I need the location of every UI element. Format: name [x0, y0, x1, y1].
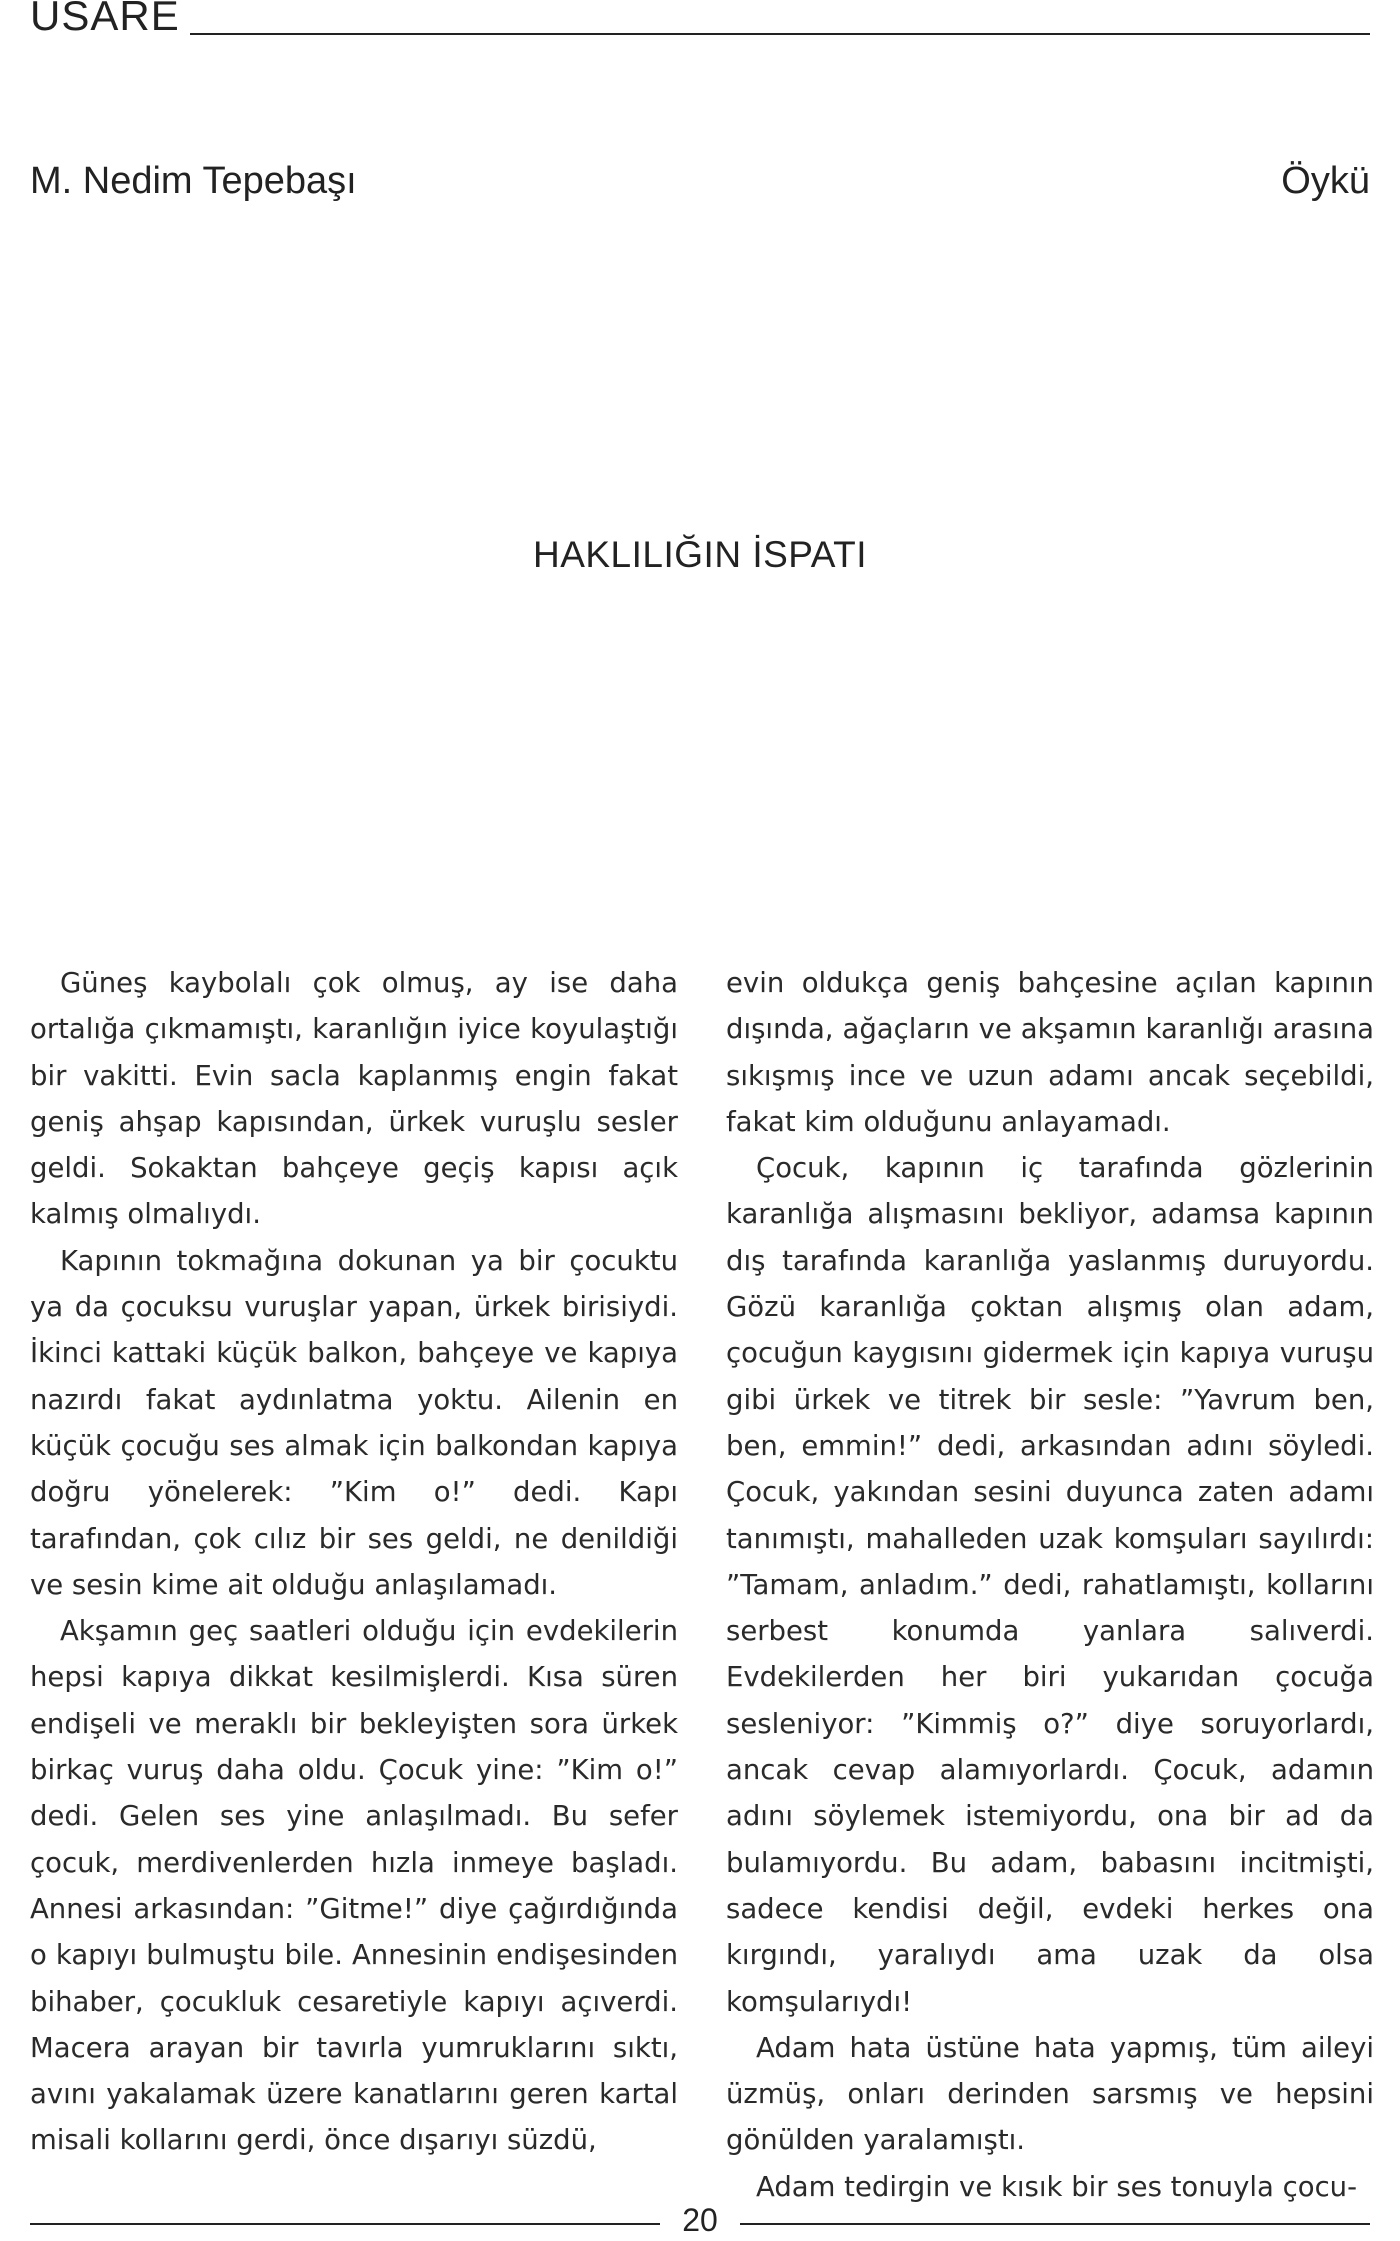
running-header: [30, 0, 1370, 40]
paragraph: evin oldukça geniş bahçesine açılan kapının dışında, ağaçların ve akşamın karanlığı arasına sıkışmış ince ve uzun adamı ancak seçebildi, fakat kim olduğunu anlayamadı.: [726, 967, 1374, 1138]
paragraph: Kapının tokmağına dokunan ya bir çocuktu ya da çocuksu vuruşlar yapan, ürkek birisiydi. İkinci kattaki küçük balkon, bahçeye ve kapıya nazırdı fakat aydınlatma yoktu. Ailenin en küçük çocuğu ses almak için balkondan kapıya doğru yönelerek: ”Kim o!” dedi. Kapı tarafından, çok cılız bir ses geldi, ne denildiği ve sesin kime ait olduğu anlaşılamadı.: [30, 1244, 678, 1601]
page-number: 20: [682, 2202, 718, 2238]
header-rule: [190, 33, 1370, 35]
page-footer: [30, 2202, 1370, 2238]
story-title: HAKLILIĞIN İSPATI: [532, 534, 868, 575]
author-name: M. Nedim Tepebaşı: [30, 160, 357, 202]
magazine-name: USARE: [30, 0, 180, 39]
paragraph: Adam hata üstüne hata yapmış, tüm aileyi üzmüş, onları derinden sarsmış ve hepsini gönülden yaralamıştı.: [726, 2031, 1374, 2157]
paragraph: Çocuk, kapının iç tarafında gözlerinin karanlığa alışmasını bekliyor, adamsa kapının dış tarafında karanlığa yaslanmış duruyordu. Gözü karanlığa çoktan alışmış olan adam, çocuğun kaygısını gidermek için kapıya vuruşu gibi ürkek ve titrek bir sesle: ”Yavrum ben, ben, emmin!” dedi, arkasından adını söyledi. Çocuk, yakından sesini duyunca zaten adamı tanımıştı, mahalleden uzak komşuları sayılırdı: ”Tamam, anladım.” dedi, rahatlamıştı, kollarını serbest konumda yanlara salıverdi. Evdekilerden her biri yukarıdan çocuğa sesleniyor: ”Kimmiş o?” diye soruyorlardı, ancak cevap alamıyorlardı. Çocuk, adamın adını söylemek istemiyordu, ona bir ad da bulamıyordu. Bu adam, babasını incitmişti, sadece kendisi değil, evdeki herkes ona kırgındı, yaralıydı ama uzak da olsa komşularıydı!: [726, 1152, 1374, 2018]
paragraph: Güneş kaybolalı çok olmuş, ay ise daha ortalığa çıkmamıştı, karanlığın iyice koyulaştığı bir vakitti. Evin sacla kaplanmış engin fakat geniş ahşap kapısından, ürkek vuruşlu sesler geldi. Sokaktan bahçeye geçiş kapısı açık kalmış olmalıydı.: [30, 967, 678, 1231]
right-column: [726, 960, 1374, 2210]
paragraph: Adam tedirgin ve kısık bir ses tonuyla çocu-: [756, 2170, 1358, 2203]
genre-label: Öykü: [1281, 160, 1370, 202]
left-column: [30, 960, 678, 2164]
paragraph: Akşamın geç saatleri olduğu için evdekilerin hepsi kapıya dikkat kesilmişlerdi. Kısa süren endişeli ve meraklı bir bekleyişten sora ürkek birkaç vuruş daha oldu. Çocuk yine: ”Kim o!” dedi. Gelen ses yine anlaşılmadı. Bu sefer çocuk, merdivenlerden hızla inmeye başladı. Annesi arkasından: ”Gitme!” diye çağırdığında o kapıyı bulmuştu bile. Annesinin endişesinden bihaber, çocukluk cesaretiyle kapıyı açıverdi. Macera arayan bir tavırla yumruklarını sıktı, avını yakalamak üzere kanatlarını geren kartal misali kollarını gerdi, önce dışarıyı süzdü,: [30, 1615, 678, 2157]
